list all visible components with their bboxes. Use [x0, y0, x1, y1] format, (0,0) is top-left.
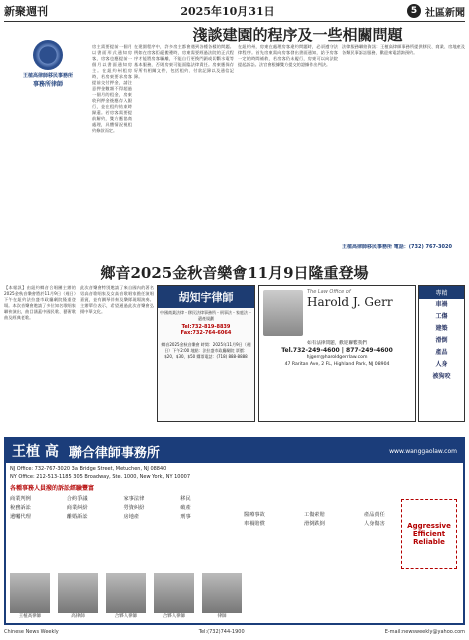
service-item: 人身傷害 — [364, 521, 385, 527]
ad-gerr-tel: Tel.732-249-4600 | 877-249-4600 — [281, 347, 393, 354]
footer-email: E-mail:newsweekly@yahoo.com — [384, 629, 465, 635]
specialty-item: 建築 — [435, 325, 448, 332]
footer-left: Chinese News Weekly — [4, 629, 59, 635]
service-item: 家事法律 — [123, 496, 145, 502]
specialty-item: 工傷 — [435, 313, 448, 320]
nj-office: NJ Office: 732-767-3020 3a Bridge Street, Metuchen, NJ 08840 — [10, 466, 167, 472]
service-item: 房地產 — [123, 514, 140, 520]
service-item: 商業糾紛 — [66, 505, 88, 511]
issue-date: 2025年10月31日 — [180, 5, 275, 18]
motto-line: Reliable — [413, 538, 445, 546]
specialty-item: 滑倒 — [435, 337, 448, 344]
attorney-photo — [263, 290, 303, 336]
ad-wang-headline: 各種事務人員潑的訴訟經驗豐富 — [10, 485, 95, 492]
specialty-item: 產品 — [435, 349, 448, 356]
motto-line: Efficient — [412, 530, 446, 538]
ad-hu-fax: Fax:732-764-6064 — [180, 330, 232, 336]
attorney-caption: 合夥人律師 — [162, 614, 186, 619]
firm-logo-line2: 事務所律師 — [32, 81, 63, 88]
ad-wang-name: 王植 高 — [12, 444, 59, 460]
attorney-caption: 王植高律師 — [18, 614, 42, 619]
ad-hu-law — [157, 285, 255, 422]
ad-wang-site[interactable]: www.wanggaolaw.com — [389, 447, 457, 455]
firm-emblem-icon — [33, 40, 63, 70]
attorney-photo — [58, 573, 98, 613]
specialty-item: 人身 — [435, 361, 448, 368]
service-item: 勞資糾紛 — [123, 505, 145, 511]
header-divider — [4, 21, 465, 22]
service-item: 離婚訴訟 — [66, 514, 88, 520]
attorney-caption: 合夥人律師 — [114, 614, 138, 619]
motto-line: Aggressive — [407, 522, 451, 530]
service-item: 遺囑代理 — [10, 514, 31, 520]
ad-wang-motto — [401, 499, 457, 569]
article2-col2: 此次音樂會特別邀請了來自國內的著名男高音歌唱家及女高音歌唱家擔任演唱嘉賓，並有鋼琴伴奏及樂隊現場演奏。主辦單位表示，希望通過此次音樂會弘揚中華文化。 — [80, 285, 154, 314]
article2-col1: 【本報訊】由紐約鄉音合唱團主辦的2025金秋音樂會將於11月9日（週日）下午在紐約法拉盛市政廳劇院隆重登場。本次音樂會邀請了多位知名歌唱家聯袂演出，曲目涵蓋中國民歌、藝術歌曲及經典老歌。 — [4, 285, 76, 320]
ad-gerr-address: 47 Raritan Ave, 2 FL, Highland Park, NJ 08904 — [284, 362, 390, 367]
article1-col3: 在紐約州，房東在處理房客違約問題時，必須遵守法律程序。首先房東需向房客發出書面通知，給予房客一定的時間補救，若房客仍未履行，房東可以向法院提起訴訟。法官會根據雙方提交的證據作出判決。 — [238, 44, 338, 67]
ad-hu-name: 胡知宇律師 — [158, 286, 254, 308]
article1-contact: 王植高律師移民事務所 電話：(732) 767-3020 — [342, 244, 452, 250]
article2-title: 鄉音2025金秋音樂會11月9日隆重登場 — [100, 264, 369, 282]
article1-col2: 在建園程序中，許多房主都會遇到各種各樣的問題。例如在房客拒絕搬遷時，房東需要經過法院的正式程序才能將房客驅離，不能自行更換門鎖或切斷水電等基本服務，否則房東可能面臨法律責任。房東應保存好所有相關文件，包括租約、付款記錄以及通信記錄。 — [134, 44, 234, 79]
specialty-item: 被狗咬 — [432, 373, 451, 380]
page-footer — [4, 629, 465, 635]
ad-gerr — [258, 285, 416, 422]
service-item: 商業判例 — [10, 496, 31, 502]
article1-col4: 法律服務聯絡資訊：王植高律師事務所提供移民、商業、房地產及各類民事訴訟服務，歡迎來電諮詢預約。 — [342, 44, 465, 55]
attorney-photo — [106, 573, 146, 613]
service-item: 醫療事故 — [244, 512, 265, 518]
service-item: 工傷索賠 — [304, 512, 325, 518]
specialty-head: 專精 — [419, 286, 464, 299]
article1-title: 淺談建園的程序及一些相關問題 — [192, 26, 403, 44]
service-item: 合約爭議 — [66, 496, 88, 502]
service-item: 車禍賠償 — [244, 521, 265, 527]
attorney-photo — [154, 573, 194, 613]
ad-hu-services: 中國商業法律・移民法律事務所・刑事法・家庭法・遺產規劃 — [160, 310, 252, 321]
ad-wang-firm: 聯合律師事務所 — [68, 445, 160, 461]
ad-gerr-email: hjgerr@haroldgerrlaw.com — [306, 355, 368, 360]
service-item: 刑事 — [180, 514, 191, 520]
paper-name: 新聚週刊 — [4, 5, 48, 18]
attorney-caption: 高律師 — [71, 614, 85, 619]
ad-gerr-line1: 如有法律問題，歡迎聯繫我們 — [307, 341, 367, 346]
ad-gerr-name: Harold J. Gerr — [307, 295, 393, 309]
article1-col1: 房主需要提前一個月以書面形式通知房客，房客也應提前一個月以書面通知房主。在紐約州租房時，若房東要求房客提前交付押金，請注意押金數額不得超過一個月的租金，房東收到押金後應存入銀行，並在租約結束時歸還。若房客需要提前解約，雙方應協商處理，具體情況視租約條款而定。 — [92, 44, 132, 133]
attorney-caption: 律師 — [217, 614, 227, 619]
specialty-item: 車禍 — [435, 301, 448, 308]
ny-office: NY Office: 212-513-1185 305 Broadway, Ste. 1000, New York, NY 10007 — [10, 474, 191, 480]
footer-tel: Tel:(732)744-1900 — [198, 629, 245, 635]
attorney-photo — [10, 573, 50, 613]
service-item: 產品責任 — [364, 512, 385, 518]
ad-hu-phone: Tel:732-819-8839 — [181, 324, 231, 330]
attorney-photos — [10, 573, 242, 619]
ad-side-specialties — [418, 285, 465, 422]
section-name: 社區新聞 — [424, 7, 465, 19]
page-number: 5 — [407, 4, 421, 18]
ad-hu-concert: 鄉音2025金秋音樂會 時間：2025年11月9日（週日）下午2:00 地點：法拉盛市政廳劇院 票價：$20、$30、$50 購票電話：(718) 888-8888 — [161, 342, 251, 359]
firm-logo-line1: 王植高律師移民事務所 — [22, 73, 73, 79]
service-item: 移民 — [180, 496, 191, 502]
services-left — [6, 495, 236, 522]
attorney-photo — [202, 573, 242, 613]
service-item: 滑倒跌倒 — [304, 521, 325, 527]
page-header — [4, 2, 465, 20]
services-right — [244, 511, 419, 529]
service-item: 稅務訴訟 — [10, 505, 31, 511]
service-item: 破產 — [180, 505, 191, 511]
ad-wang-gao — [4, 437, 465, 625]
ad-gerr-top: The Law Office of — [307, 289, 351, 295]
firm-logo — [4, 40, 92, 98]
